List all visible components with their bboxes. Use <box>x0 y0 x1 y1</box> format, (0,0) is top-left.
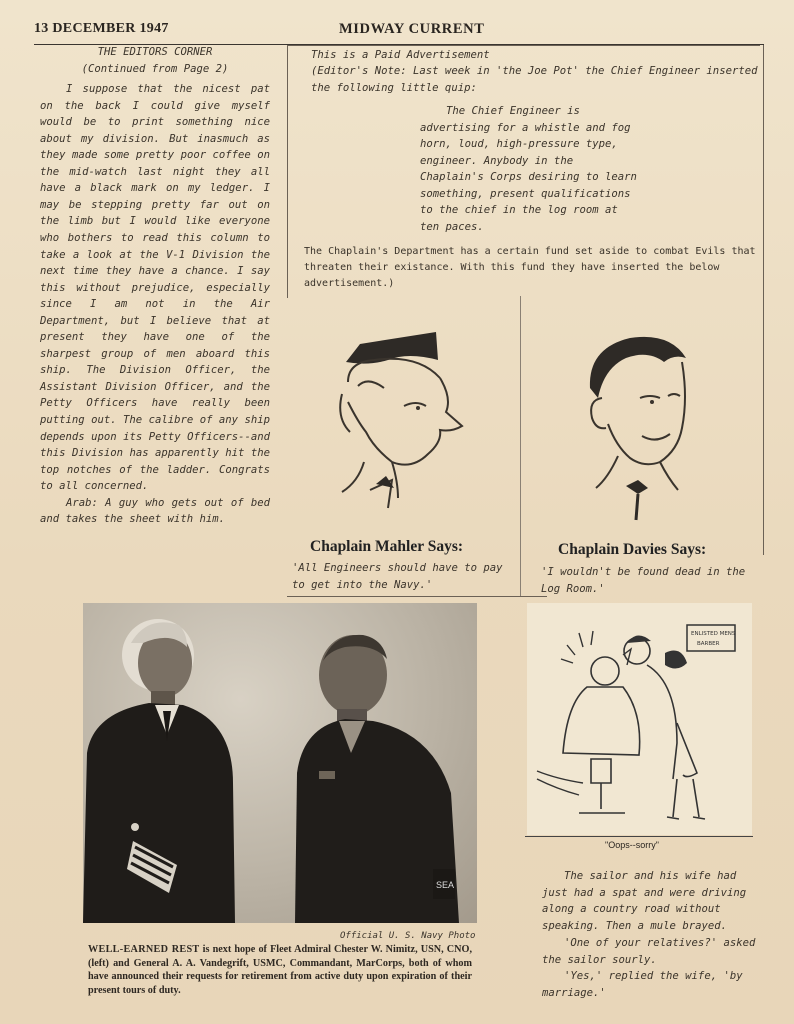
editors-corner-body: I suppose that the nicest pat on the back I could give myself would be to print something nice about my division. But inasmuch as they made some pretty poor coffee on the mid-watch last night they all have a black mark on my ledger. I may be stepping pretty far out on the limb but I would like everyone who bothers to read this column to take a look at the V-1 Division the next time they have a chance. I say this without prejudice, especially since I am not in the Air Department, but I believe that at present they have one of the sharpest group of men aboard this ship. The Division Officer, the Assistant Division Officer, and the Petty Officers have really been putting out. The calibre of any ship depends upon its Petty Officers--and this Division has apparently hit the top notches of the ladder. Congrats to all concerned. <box>40 83 270 493</box>
joke-paragraph: 'Yes,' replied the wife, 'by marriage.' <box>542 970 743 999</box>
cartoon-caption: "Oops--sorry" <box>605 840 659 850</box>
nimitz-vandegrift-photo <box>83 603 477 923</box>
column-rule-middle <box>520 296 521 596</box>
chaplain-davies-caricature <box>578 328 708 523</box>
masthead <box>34 18 764 45</box>
photo-caption-text: is next hope of Fleet Admiral Chester W. Nimitz, USN, CNO, (left) and General A. A. Vandegrift, USMC, Commandant, MarCorps, both of whom have announced their requests for retirement from active duty upon expiration of their present tours of duty. <box>88 944 472 996</box>
photo-credit: Official U. S. Navy Photo <box>340 931 476 941</box>
sailor-joke <box>542 868 757 1002</box>
newspaper-title: MIDWAY CURRENT <box>339 21 485 37</box>
photo-caption <box>88 943 472 997</box>
rule-under-chaplains <box>287 596 547 597</box>
photo-caption-lead: WELL-EARNED REST <box>88 944 200 955</box>
chaplain-mahler-quote: 'All Engineers should have to pay to get into the Navy.' <box>292 562 503 591</box>
editors-corner-subheading: (Continued from Page 2) <box>81 62 229 75</box>
photo-mark: SEA <box>436 880 455 890</box>
ad-chief-engineer-quip: The Chief Engineer is advertising for a whistle and fog horn, loud, high-pressure type, engineer. Anybody in the Chaplain's Corps desiring to learn something, present qualifications to the chief in the log room at ten paces. <box>420 105 637 233</box>
chaplain-davies-says: Chaplain Davies Says: <box>558 541 707 558</box>
photo-figures <box>83 603 477 923</box>
issue-date: 13 DECEMBER 1947 <box>34 21 169 36</box>
barber-cartoon <box>527 603 752 835</box>
ad-chaplain-department-note: The Chaplain's Department has a certain fund set aside to combat Evils that threaten their existance. With this fund they have inserted the below advertisement.) <box>304 246 756 289</box>
cartoon-sign-text-2: BARBER <box>697 641 720 647</box>
editors-corner-heading: THE EDITORS CORNER <box>97 46 213 58</box>
chaplain-davies-quote: 'I wouldn't be found dead in the Log Room.' <box>541 566 746 595</box>
editors-corner-arab-quip: Arab: A guy who gets out of bed and takes the sheet with him. <box>40 496 270 526</box>
chaplain-mahler-caricature <box>328 322 478 522</box>
cartoon-frame-rule <box>525 836 753 837</box>
cartoon-sign-text: ENLISTED MENS <box>691 631 736 637</box>
chaplain-mahler-says: Chaplain Mahler Says: <box>310 538 464 555</box>
column-rule-right <box>763 45 764 555</box>
editors-corner-column <box>40 44 270 528</box>
joke-paragraph: The sailor and his wife had just had a spat and were driving along a country road without speaking. Then a mule brayed. <box>542 870 747 933</box>
ad-editors-note: (Editor's Note: Last week in 'the Joe Pot' the Chief Engineer inserted the following little quip: <box>311 65 758 94</box>
ad-header: This is a Paid Advertisement <box>311 49 490 61</box>
joke-paragraph: 'One of your relatives?' asked the sailor sourly. <box>542 936 756 966</box>
